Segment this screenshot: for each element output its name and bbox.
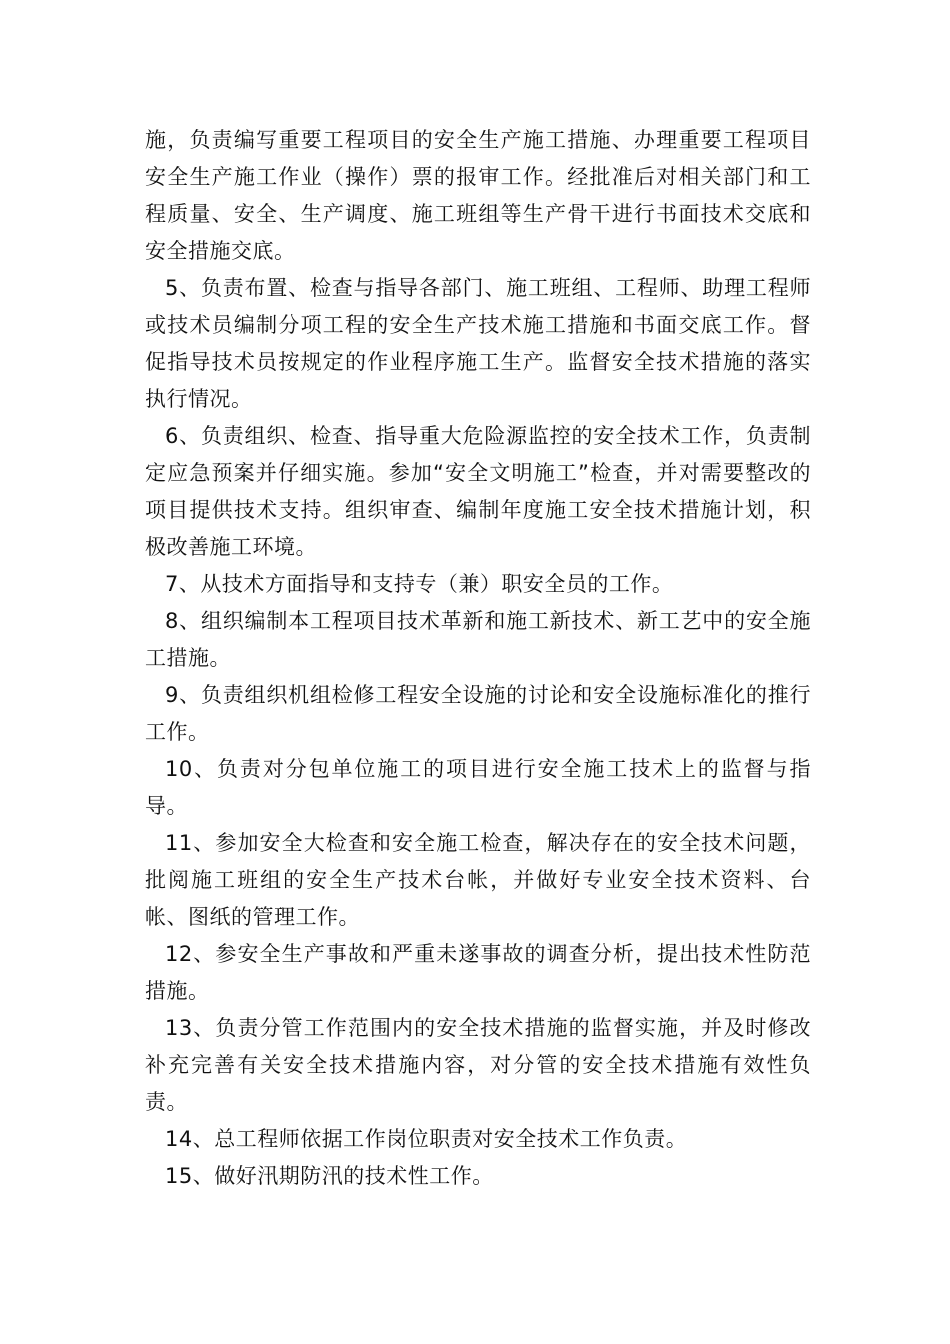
- paragraph-item-5: 5、负责布置、检查与指导各部门、施工班组、工程师、助理工程师或技术员编制分项工程的安全生产技术施工措施和书面交底工作。督促指导技术员按规定的作业程序施工生产。监督安全技术措施的落实执行情况。: [145, 276, 811, 411]
- paragraph-item-7: 7、从技术方面指导和支持专（兼）职安全员的工作。: [165, 572, 674, 596]
- paragraph-item-12: 12、参安全生产事故和严重未遂事故的调查分析，提出技术性防范措施。: [145, 942, 811, 1003]
- paragraph-continuation: 施，负责编写重要工程项目的安全生产施工措施、办理重要工程项目安全生产施工作业（操作）票的报审工作。经批准后对相关部门和工程质量、安全、生产调度、施工班组等生产骨干进行书面技术交底和安全措施交底。: [145, 128, 811, 263]
- paragraph-item-8: 8、组织编制本工程项目技术革新和施工新技术、新工艺中的安全施工措施。: [145, 609, 811, 670]
- document-body: [145, 122, 811, 1195]
- paragraph-item-14: 14、总工程师依据工作岗位职责对安全技术工作负责。: [165, 1127, 688, 1151]
- paragraph-item-13: 13、负责分管工作范围内的安全技术措施的监督实施，并及时修改补充完善有关安全技术措施内容，对分管的安全技术措施有效性负责。: [145, 1016, 811, 1114]
- paragraph-item-11: 11、参加安全大检查和安全施工检查，解决存在的安全技术问题，批阅施工班组的安全生产技术台帐，并做好专业安全技术资料、台帐、图纸的管理工作。: [145, 831, 811, 929]
- paragraph-item-6: 6、负责组织、检查、指导重大危险源监控的安全技术工作，负责制定应急预案并仔细实施。参加“安全文明施工”检查，并对需要整改的项目提供技术支持。组织审查、编制年度施工安全技术措施计划，积极改善施工环境。: [145, 424, 811, 559]
- paragraph-item-10: 10、负责对分包单位施工的项目进行安全施工技术上的监督与指导。: [145, 757, 811, 818]
- paragraph-item-9: 9、负责组织机组检修工程安全设施的讨论和安全设施标准化的推行工作。: [145, 683, 811, 744]
- paragraph-item-15: 15、做好汛期防汛的技术性工作。: [165, 1164, 494, 1188]
